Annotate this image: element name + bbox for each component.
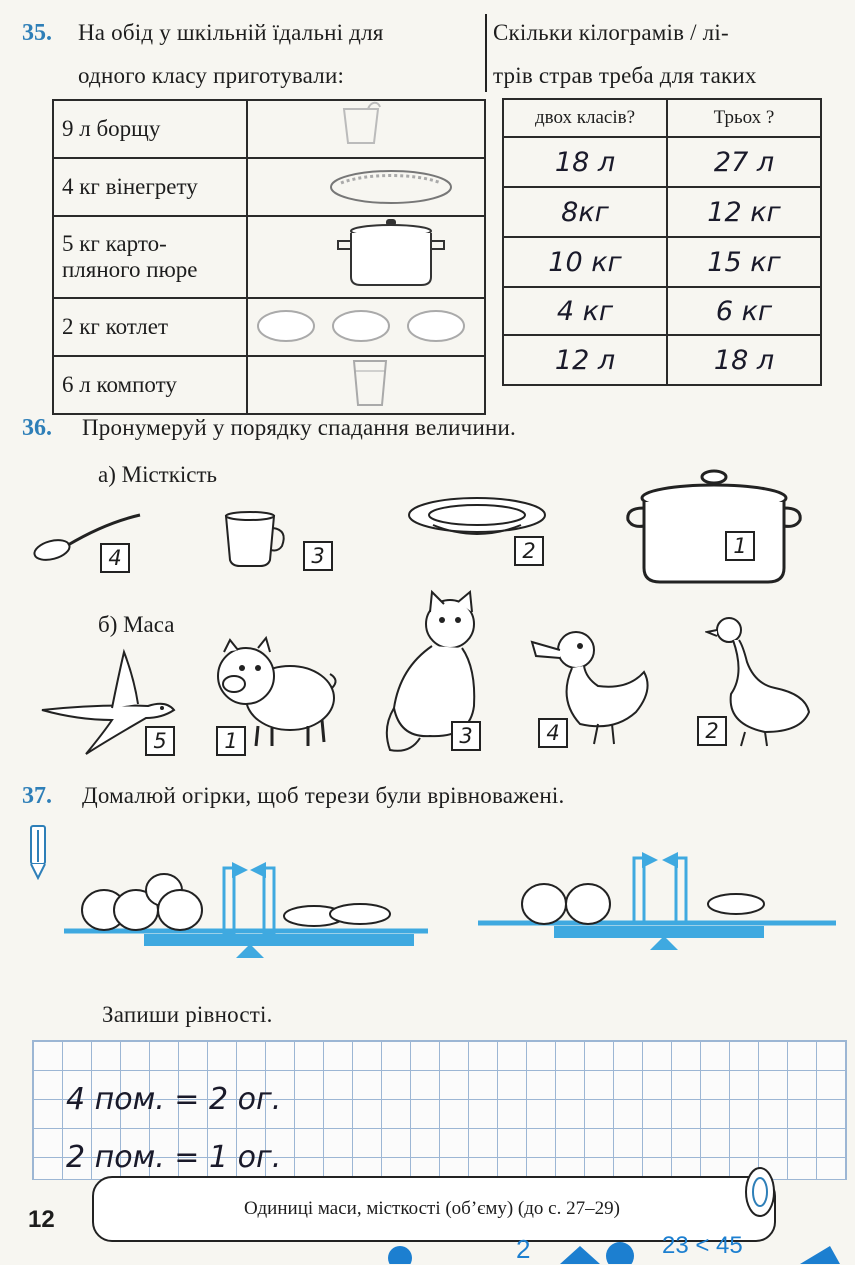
task-35-text-line2: одного класу приготували:: [78, 63, 345, 88]
answer-box[interactable]: 2: [697, 716, 727, 746]
decor-inequality: 23 < 45: [662, 1232, 743, 1259]
plate-icon: [256, 159, 476, 209]
page-number: 12: [28, 1206, 55, 1233]
answer-box[interactable]: 2: [514, 536, 544, 566]
tomatoes-icon: [82, 874, 202, 930]
part-b-label: б) Маса: [98, 612, 175, 637]
decor-number: 2: [516, 1234, 531, 1264]
dish-label: [53, 216, 247, 298]
answer-row: [503, 137, 821, 187]
task-36-text: Пронумеруй у порядку спадання величини.: [82, 415, 516, 440]
pot-icon: [256, 217, 476, 291]
answer-box[interactable]: 1: [216, 726, 246, 756]
header-three-classes: Трьох ?: [667, 99, 821, 137]
dish-image-cell: [247, 298, 485, 356]
answer-box[interactable]: 4: [538, 718, 568, 748]
dish-image-cell: [247, 216, 485, 298]
dish-image-cell: [247, 100, 485, 158]
dish-row: [53, 298, 485, 356]
answer-three[interactable]: 27 л: [667, 137, 821, 187]
pencil-icon: [26, 824, 50, 880]
answer-three[interactable]: 15 кг: [667, 237, 821, 287]
answers-table: [502, 98, 822, 386]
dish-label-line1: 5 кг карто-: [62, 231, 167, 256]
dish-row: [53, 158, 485, 216]
answer-two[interactable]: 12 л: [503, 335, 667, 385]
task-35-text-line1: На обід у шкільній їдальні для: [78, 20, 384, 45]
tomatoes-icon: [522, 884, 610, 924]
dishes-table: [52, 99, 486, 415]
dish-row: [53, 100, 485, 158]
task-35-question-line1: Скільки кілограмів / лі-: [493, 20, 729, 45]
answers-header-row: [503, 99, 821, 137]
column-divider: [485, 14, 487, 92]
answer-row: [503, 287, 821, 335]
task-37-text: Домалюй огірки, щоб терези були врівноважені.: [82, 783, 565, 808]
dish-label-line2: пляного пюре: [62, 257, 198, 282]
glass-icon: [256, 357, 476, 407]
dish-row: [53, 216, 485, 298]
mug-icon: [220, 510, 290, 570]
cutlets-icon: [256, 299, 476, 349]
large-pot-icon: [622, 468, 807, 586]
answer-two[interactable]: 18 л: [503, 137, 667, 187]
task-35-number: 35.: [22, 20, 52, 46]
task-35-question-line2: трів страв треба для таких: [493, 63, 757, 88]
dish-label: 9 л борщу: [53, 100, 247, 158]
answer-two[interactable]: 4 кг: [503, 287, 667, 335]
write-equalities-label: Запиши рівності.: [102, 1002, 273, 1027]
dish-label: 6 л компоту: [53, 356, 247, 414]
task-36-number: 36.: [22, 415, 52, 441]
answer-three[interactable]: 18 л: [667, 335, 821, 385]
dish-image-cell: [247, 356, 485, 414]
cucumbers-icon: [284, 904, 390, 926]
answer-row: [503, 335, 821, 385]
dish-label: 2 кг котлет: [53, 298, 247, 356]
header-two-classes: двох класів?: [503, 99, 667, 137]
dish-row: [53, 356, 485, 414]
balance-scale-right: [478, 852, 838, 964]
balance-scale-left: [64, 858, 430, 964]
part-a-label: а) Місткість: [98, 462, 218, 487]
footer-title: Одиниці маси, місткості (об’єму) (до с. 27–29): [244, 1198, 620, 1219]
answer-three[interactable]: 12 кг: [667, 187, 821, 237]
answer-row: [503, 187, 821, 237]
scroll-curl-icon: [740, 1164, 780, 1222]
equation-line[interactable]: 4 пом. = 2 ог.: [66, 1082, 282, 1117]
cucumber-icon: [708, 894, 764, 914]
answer-box[interactable]: 3: [451, 721, 481, 751]
cup-icon: [256, 101, 476, 151]
answer-two[interactable]: 8кг: [503, 187, 667, 237]
answer-box[interactable]: 5: [145, 726, 175, 756]
answer-row: [503, 237, 821, 287]
answer-box[interactable]: 4: [100, 543, 130, 573]
answer-box[interactable]: 3: [303, 541, 333, 571]
answer-three[interactable]: 6 кг: [667, 287, 821, 335]
dish-image-cell: [247, 158, 485, 216]
answer-box[interactable]: 1: [725, 531, 755, 561]
answer-two[interactable]: 10 кг: [503, 237, 667, 287]
task-37-number: 37.: [22, 783, 52, 809]
dish-label: 4 кг вінегрету: [53, 158, 247, 216]
equation-line[interactable]: 2 пом. = 1 ог.: [66, 1140, 282, 1175]
